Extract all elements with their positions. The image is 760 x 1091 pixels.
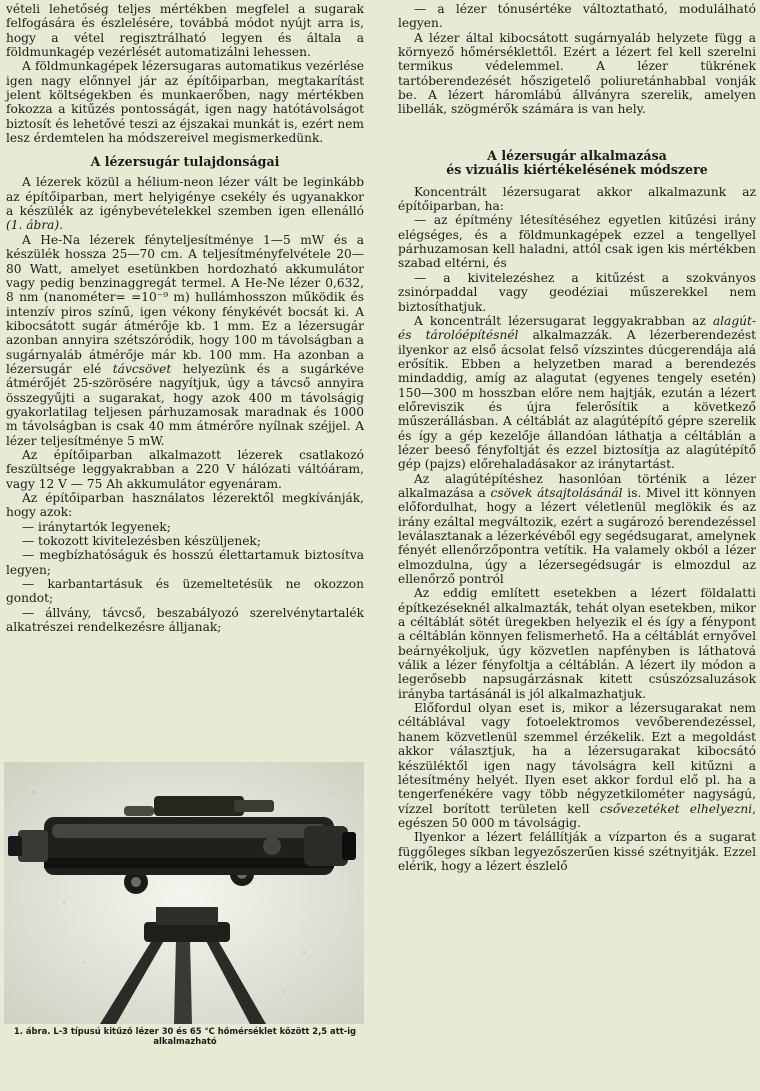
text-span: helyezünk és a sugárkéve átmérőjét 25-szörösére nagyítjuk, úgy a távcső annyira összegyűjti a sugarakat, hogy azok 400 m távolságig gyakorlatilag teljesen párhuzamosak maradnak és 1000 m távolságban is csak 40 mm átmérőre nyílnak széjjel. A lézer teljesítménye 5 mW.: [6, 361, 365, 448]
emphasis: csövek átsajtolásánál: [490, 485, 623, 500]
paragraph: A földmunkagépek lézersugaras automatikus vezérlése igen nagy előnnyel jár az építőiparban, megtakarítást jelent költségekben és munkaerőben, nagy mértékben fokozza a kitűzés pontosságát, igen nagy hatótávolságot biztosít és lehetővé teszi az éjszakai munkát is, ezért nem lesz érdemtelen ha módszereivel megismerkedünk.: [6, 59, 364, 146]
text-span: Előfordul olyan eset is, mikor a lézersugarakat nem céltáblával vagy fotoelektromos vevőberendezéssel, hanem közvetlenül szemmel érzékelik. Ezt a megoldást akkor választjuk, ha a lézersugarakat kibocsátó készüléktől igen nagy távolságra kell kitűzni a létesítmény helyét. Ilyen eset akkor fordul elő pl. ha a tengerfenékére vagy több négyzetkilométer nagyságú, vízzel borított területen kell: [398, 701, 756, 816]
emphasis: alagút- és tárolóépítésnél: [398, 313, 756, 343]
section-heading: A lézersugár tulajdonságai: [90, 154, 280, 170]
text-span: is. Mivel itt könnyen előfordulhat, hogy a lézert véletlenül meglökik és az irány ezáltal megváltozik, ezért a sugározó berendezéssel leválasztanak a lézerkévéből egy segédsugarat, amelynek fényét ellenőrzőpontra vetítik. Ha valamely okból a lézer elmozdulna, úgy a lézersegédsugár is elmozdul az ellenőrző pontról: [398, 485, 756, 587]
figure-reference: (1. ábra).: [6, 218, 64, 233]
list-item: — tokozott kivitelezésben készüljenek;: [22, 534, 261, 549]
figure-caption: 1. ábra. L-3 típusú kitűző lézer 30 és 65 °C hőmérséklet között 2,5 att-ig alkalmazható: [13, 1026, 357, 1046]
laser-device-illustration: [4, 762, 364, 1024]
text-span: , egészen 50 000 m távolságig.: [398, 801, 757, 830]
list-item: — iránytartók legyenek;: [22, 519, 171, 534]
text-span: Az alagútépítéshez hasonlóan történik a lézer alkalmazása a: [398, 471, 756, 500]
paragraph: Koncentrált lézersugarat akkor alkalmazunk az építőiparban, ha:: [398, 184, 756, 214]
list-item: — állvány, távcső, beszabályozó szerelvénytartalék alkatrészei rendelkezésre álljanak;: [6, 605, 364, 635]
paragraph: A lézer által kibocsátott sugárnyaláb helyzete függ a környező hőmérséklettől. Ezért a lézert fel kell szerelni termikus védelemmel. A lézer tükrének tartóberendezését hőszigetelő poliuretánhabbal vonják be. A lézert háromlábú állványra szerelik, amelyen libellák, szögmérők számára is van hely.: [398, 30, 756, 117]
list-item: — megbízhatóságuk és hosszú élettartamuk biztosítva legyen;: [6, 548, 364, 577]
heading-line: A lézersugár alkalmazása: [487, 147, 667, 163]
paragraph: [398, 472, 756, 587]
text-span: A He-Na lézerek fényteljesítménye 1—5 mW és a készülék hossza 25—70 cm. A teljesítményfelvétele 20—80 Watt, amelyet esetünkben hordozható akkumulátor vagy pedig benzinaggregát termel. A He-Ne lézer 0,632, 8 nm (nanométer= =10⁻⁹ m) hullámhosszon működik és intenzív piros színű, igen vékony fénykévét bocsát ki. A kibocsátott sugár átmérője kb. 1 mm. Ez a lézersugár azonban annyira szétszóródik, hogy 100 m távolságban a sugárnyaláb átmérője már kb. 100 mm. Ha azonban a lézersugár elé: [6, 232, 364, 376]
emphasis: távcsövet: [112, 361, 172, 376]
paragraph: Az építőiparban alkalmazott lézerek csatlakozó feszültsége leggyakrabban a 220 V hálózati váltóáram, vagy 12 V — 75 Ah akkumulátor egyenáram.: [6, 447, 364, 491]
heading-line: és vizuális kiértékelésének módszere: [446, 161, 708, 177]
emphasis: csővezetéket elhelyezni: [599, 801, 753, 816]
right-column: [398, 2, 756, 873]
left-column: [6, 2, 364, 634]
text-span: alkalmazzák. A lézerberendezést ilyenkor az első ácsolat felső vízszintes dúcgerendája alá erősítik. Ebben a helyzetben marad a berendezés mindaddig, amíg az alagutat (egyenes tengely esetén) 150—300 m hosszban előre nem hajtják, ezután a lézert előreviszik és újra felerősítik a következő műszerállásban. A céltáblát az alagútépítő gépre szerelik és így a gép kezelője állandóan láthatja a céltáblán a lézer beeső fényfoltját és ezzel biztosítja az alagútépítő gép (pajzs) előrehaladásakor az iránytartást.: [398, 328, 756, 472]
paragraph: [398, 314, 756, 472]
paragraph: [398, 701, 756, 830]
list-item: — a lézer tónusértéke változtatható, modulálható legyen.: [398, 2, 756, 31]
list-item: — karbantartásuk és üzemeltetésük ne okozzon gondot;: [6, 577, 364, 606]
paragraph: vételi lehetőség teljes mértékben megfelel a sugarak felfogására és észlelésére, továbbá módot nyújt arra is, hogy a vétel regisztrálható legyen és általa a földmunkagép vezérlését automatizálni lehessen.: [6, 2, 364, 60]
paragraph: [6, 233, 364, 448]
text-span: A koncentrált lézersugarat leggyakrabban az: [414, 313, 713, 328]
list-item: — az építmény létesítéséhez egyetlen kitűzési irány elégséges, és a földmunkagépek ezzel a tengellyel párhuzamosan kell haladni, attól csak igen kis mértékben szabad eltérni, és: [398, 213, 756, 271]
paragraph: [6, 175, 364, 232]
text-span: A lézerek közül a hélium-neon lézer vált be leginkább az építőiparban, mert helyigénye csekély és ugyanakkor a készülék az igénybevételekkel szemben igen ellenálló: [6, 175, 364, 219]
paragraph: Az építőiparban használatos lézerektől megkívánják, hogy azok:: [6, 491, 364, 520]
list-item: — a kivitelezéshez a kitűzést a szokványos zsinórpaddal vagy geodéziai műszerekkel nem biztosíthatjuk.: [398, 270, 756, 314]
paragraph: Ilyenkor a lézert felállítják a vízparton és a sugarat függőleges síkban legyezőszerűen kissé szétnyitják. Ezzel elérik, hogy a lézert észlelő: [398, 830, 756, 873]
laser-device-photo: [4, 762, 364, 1024]
paragraph: Az eddig említett esetekben a lézert földalatti építkezéseknél alkalmazták, tehát olyan esetekben, mikor a céltáblát sötét üregekben helyezik el és így a fénypont a céltáblán könnyen felismerhető. Ha a céltáblát ernyővel beárnyékoljuk, úgy közvetlen napfényben is láthatová válik a lézer fényfoltja a céltáblán. A lézert ily módon a legerősebb napsugárzásnak kitett csúszózsaluzások irányba tartásánál is jól alkalmazhatjuk.: [398, 586, 756, 701]
section-heading: [398, 149, 756, 177]
